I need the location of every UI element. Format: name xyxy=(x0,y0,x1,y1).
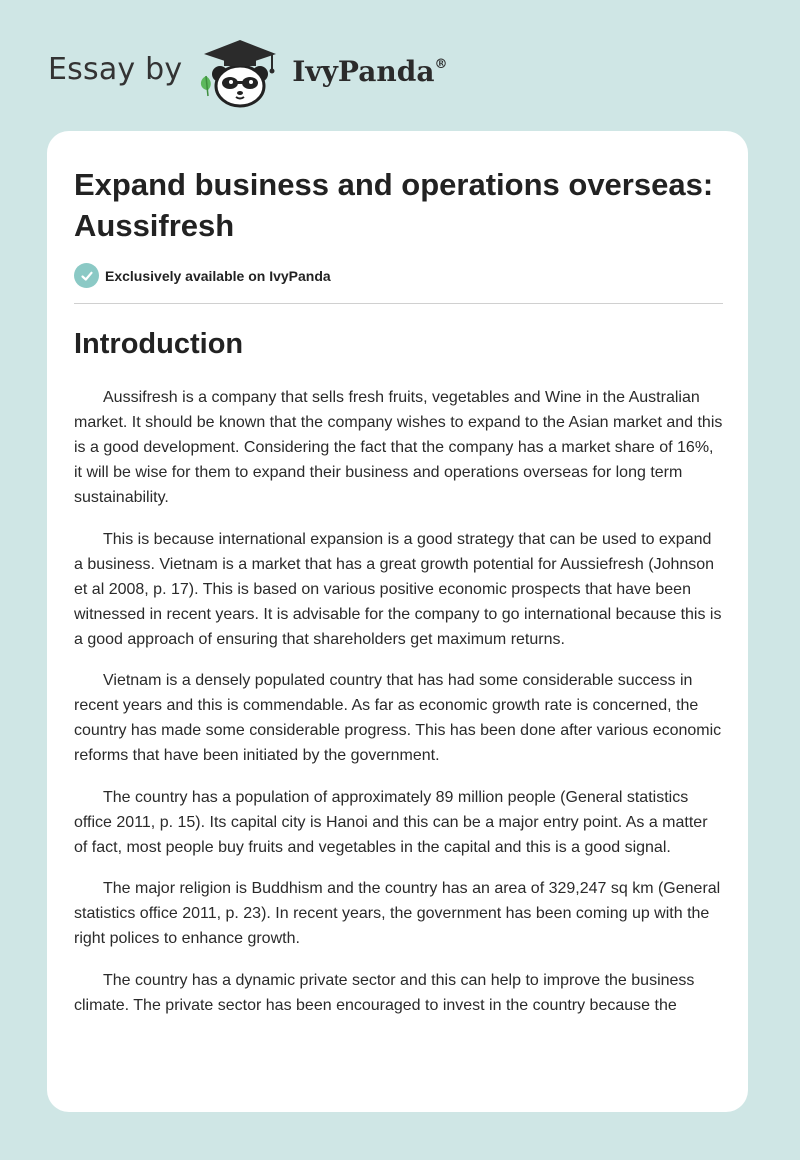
paragraph: The major religion is Buddhism and the country has an area of 329,247 sq km (General statistics office 2011, p. 23). In recent years, the government has been coming up with the right polices to enhance growth. xyxy=(74,880,721,947)
brand-name[interactable] xyxy=(292,55,447,88)
check-circle-icon xyxy=(74,263,99,288)
exclusive-badge-label: Exclusively available on IvyPanda xyxy=(105,267,331,284)
paragraph: This is because international expansion is a good strategy that can be used to expand a business. Vietnam is a market that has a great growth potential for Aussiefresh (Johnson et al 2008, p. 17). This is based on various positive economic prospects that have been witnessed in recent years. It is advisable for the company to go international because this is a good approach of ensuring that shareholders get maximum returns. xyxy=(74,530,722,648)
section-heading: Introduction xyxy=(74,328,244,360)
paragraph: Aussifresh is a company that sells fresh fruits, vegetables and Wine in the Australian market. It should be known that the company wishes to expand to the Asian market and this is a good development. Considering the fact that the company has a market share of 16%, it will be wise for them to expand their business and operations overseas for long term sustainability. xyxy=(74,389,723,506)
brand-text: IvyPanda xyxy=(292,54,435,88)
site-header xyxy=(48,36,447,108)
article-body xyxy=(74,385,724,1034)
panda-graduation-cap-icon[interactable] xyxy=(196,36,288,108)
paragraph: The country has a dynamic private sector and this can help to improve the business climate. The private sector has been encouraged to invest in the country because the xyxy=(74,971,695,1014)
paragraph: The country has a population of approximately 89 million people (General statistics office 2011, p. 15). Its capital city is Hanoi and this can be a major entry point. As a matter of fact, most people buy fruits and vegetables in the capital and this is a good signal. xyxy=(74,788,708,856)
essay-by-label: Essay by xyxy=(48,51,183,87)
paragraph: Vietnam is a densely populated country that has had some considerable success in recent years and this is commendable. As far as economic growth rate is concerned, the country has made some considerable progress. This has been done after various economic reforms that have been initiated by the government. xyxy=(74,672,722,764)
divider xyxy=(74,303,723,304)
page-title: Expand business and operations overseas: Aussifresh xyxy=(74,167,714,243)
essay-card xyxy=(47,131,748,1112)
registered-mark: ® xyxy=(434,56,448,72)
exclusive-badge xyxy=(74,263,331,288)
